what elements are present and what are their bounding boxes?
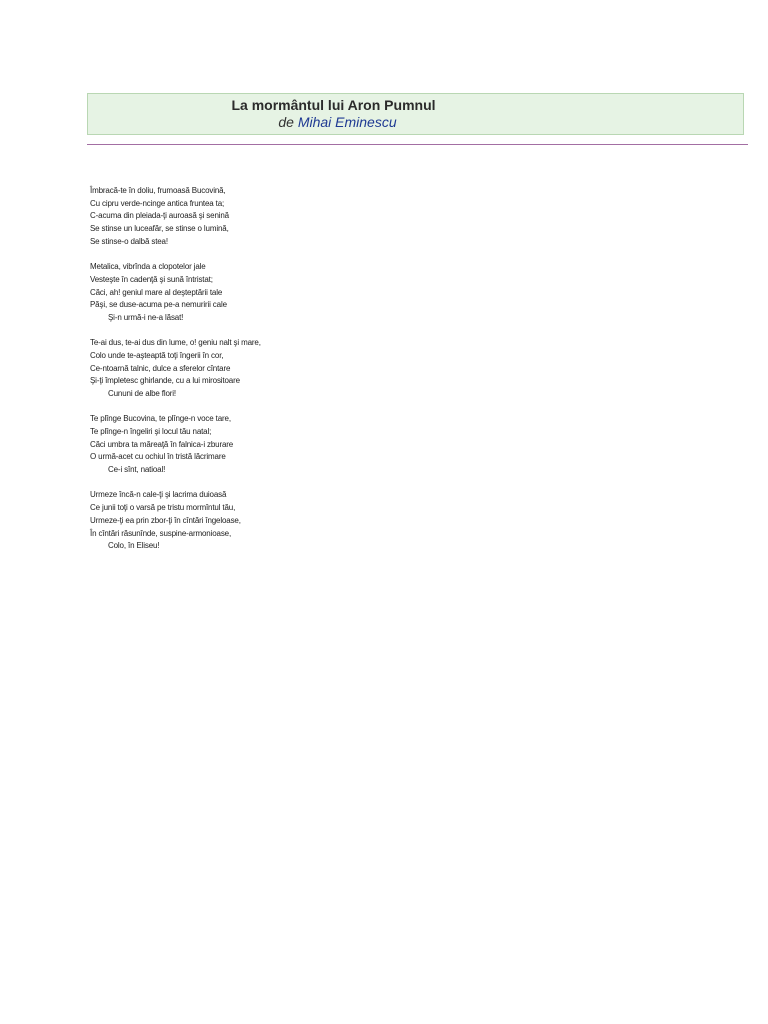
byline-prefix: de — [278, 114, 294, 130]
poem-line: Cu cipru verde-ncinge antica fruntea ta; — [90, 198, 225, 208]
poem-line: Vesteşte în cadenţă şi sună întristat; — [90, 274, 213, 284]
stanza — [90, 489, 490, 553]
author-name: Mihai Eminescu — [297, 114, 397, 130]
divider — [87, 144, 748, 145]
poem-title: La mormântul lui Aron Pumnul — [231, 97, 436, 113]
stanza — [90, 185, 490, 249]
poem-line: Şi-n urmă-i ne-a lăsat! — [108, 312, 184, 322]
poem-line: Căci umbra ta măreaţă în falnica-i zburare — [90, 439, 234, 449]
poem-line: Te plînge-n îngeliri şi locul tău natal; — [90, 427, 212, 437]
poem-body — [90, 185, 490, 566]
poem-line: Şi-ţi împletesc ghirlande, cu a lui mirositoare — [90, 376, 240, 386]
poem-line: Păşi, se duse-acuma pe-a nemuririi cale — [90, 300, 227, 310]
poem-line: Cununi de albe flori! — [108, 389, 177, 399]
poem-line: Colo, în Eliseu! — [108, 541, 160, 551]
poem-line: Căci, ah! geniul mare al deşteptării tale — [90, 287, 223, 297]
poem-line: Ce junii toţi o varsă pe tristu mormîntul tău, — [90, 503, 236, 513]
title-box — [87, 93, 744, 135]
poem-line: C-acuma din pleiada-ţi auroasă şi senină — [90, 211, 229, 221]
poem-line: În cîntări răsunînde, suspine-armonioase, — [90, 528, 232, 538]
poem-line: Se stinse-o dalbă stea! — [90, 236, 168, 246]
stanza — [90, 337, 490, 401]
poem-line: Urmeze-ţi ea prin zbor-ţi în cîntări îngeloase, — [90, 515, 241, 525]
poem-line: Ce-i sînt, natioal! — [108, 465, 166, 475]
poem-line: Se stinse un luceafăr, se stinse o lumină, — [90, 224, 229, 234]
poem-line: Colo unde te-aşteaptă toţi îngerii în cor, — [90, 350, 224, 360]
poem-line: O urmă-acet cu ochiul în tristă lăcrimare — [90, 452, 226, 462]
stanza — [90, 413, 490, 477]
poem-line: Urmeze încă-n cale-ţi şi lacrima duioasă — [90, 490, 227, 500]
poem-line: Îmbracă-te în doliu, frumoasă Bucovină, — [90, 186, 226, 195]
poem-line: Ce-ntoarnă talnic, dulce a sferelor cîntare — [90, 363, 231, 373]
byline — [10, 114, 665, 131]
poem-line: Te-ai dus, te-ai dus din lume, o! geniu nalt şi mare, — [90, 338, 261, 348]
poem-line: Te plînge Bucovina, te plînge-n voce tare, — [90, 414, 231, 424]
poem-line: Metalica, vibrînda a clopotelor jale — [90, 262, 206, 272]
stanza — [90, 261, 490, 325]
